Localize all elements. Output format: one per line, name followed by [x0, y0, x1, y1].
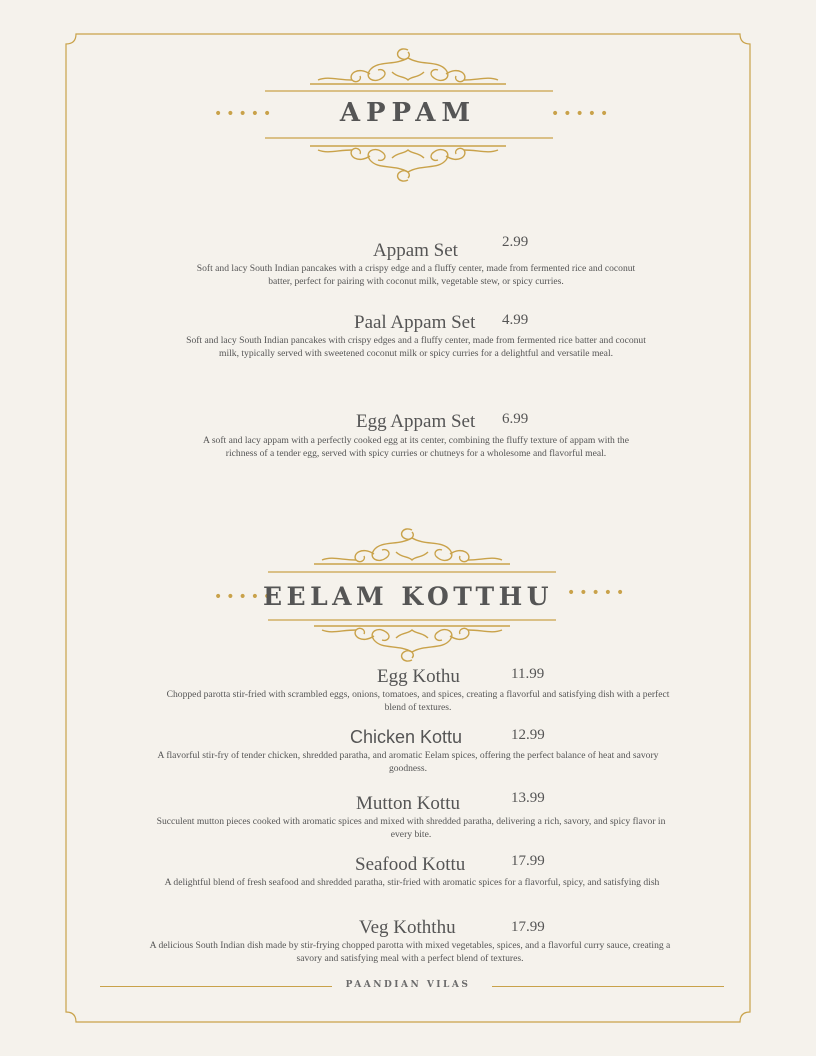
menu-item-name: Egg Kothu: [377, 666, 460, 687]
menu-item-price: 2.99: [502, 234, 529, 250]
bottom-flourish-ornament: [312, 620, 512, 666]
menu-item-name: Paal Appam Set: [354, 312, 476, 333]
bottom-flourish-ornament: [308, 140, 508, 186]
menu-item-description: A delightful blend of fresh seafood and shredded paratha, stir-fried with aromatic spices for a flavorful, spicy, and satisfying dish: [164, 877, 660, 888]
menu-item-description: A soft and lacy appam with a perfectly cooked egg at its center, combining the fluffy texture of appam with the richness of a tender egg, served with spicy curries or chutneys for a wholesome and flavorful meal.: [203, 435, 629, 459]
menu-item-price: 4.99: [502, 312, 529, 328]
menu-item-description: A flavorful stir-fry of tender chicken, shredded paratha, and aromatic Eelam spices, offering the perfect balance of heat and savory goodness.: [157, 750, 659, 774]
menu-item-price: 17.99: [511, 919, 545, 935]
menu-item-price: 12.99: [511, 727, 545, 743]
left-dots: •••••: [214, 106, 276, 122]
top-flourish-ornament: [308, 44, 508, 90]
menu-item-name: Appam Set: [373, 240, 458, 261]
menu-item-price: 13.99: [511, 790, 545, 806]
top-rule: [265, 89, 553, 93]
section-title-eelam-kotthu: EELAM KOTTHU: [262, 582, 554, 611]
left-dots: •••••: [214, 589, 276, 605]
right-dots: •••••: [551, 106, 613, 122]
top-flourish-ornament: [312, 524, 512, 570]
menu-item-price: 6.99: [502, 411, 529, 427]
menu-item-description: Succulent mutton pieces cooked with aromatic spices and mixed with shredded paratha, delivering a rich, savory, and spicy flavor in every bite.: [156, 816, 666, 840]
menu-item-price: 17.99: [511, 853, 545, 869]
menu-item-price: 11.99: [511, 666, 545, 682]
menu-item-name: Chicken Kottu: [350, 727, 463, 747]
menu-item-name: Mutton Kottu: [356, 793, 460, 814]
menu-item-description: A delicious South Indian dish made by stir-frying chopped parotta with mixed vegetables, spices, and a flavorful curry sauce, creating a savory and satisfying meal with a perfect blend of textures.: [149, 940, 671, 964]
menu-item-description: Chopped parotta stir-fried with scrambled eggs, onions, tomatoes, and spices, creating a flavorful and satisfying dish with a perfect blend of textures.: [166, 689, 670, 713]
top-rule: [268, 570, 556, 574]
menu-item-name: Egg Appam Set: [356, 411, 476, 432]
footer-restaurant-name: PAANDIAN VILAS: [345, 980, 471, 990]
menu-item-name: Veg Koththu: [359, 917, 456, 938]
section-title-appam: APPAM: [339, 98, 477, 128]
footer-right-rule: [492, 986, 724, 987]
right-dots: •••••: [567, 585, 629, 601]
menu-item-name: Seafood Kottu: [355, 854, 466, 875]
menu-item-description: Soft and lacy South Indian pancakes with crispy edges and a fluffy center, made from fermented rice batter and coconut milk, typically served with sweetened coconut milk or spicy curries for a delightful and versatile meal.: [186, 335, 646, 359]
menu-item-description: Soft and lacy South Indian pancakes with a crispy edge and a fluffy center, made from fermented rice and coconut batter, perfect for pairing with coconut milk, vegetable stew, or spicy curries.: [196, 263, 636, 287]
